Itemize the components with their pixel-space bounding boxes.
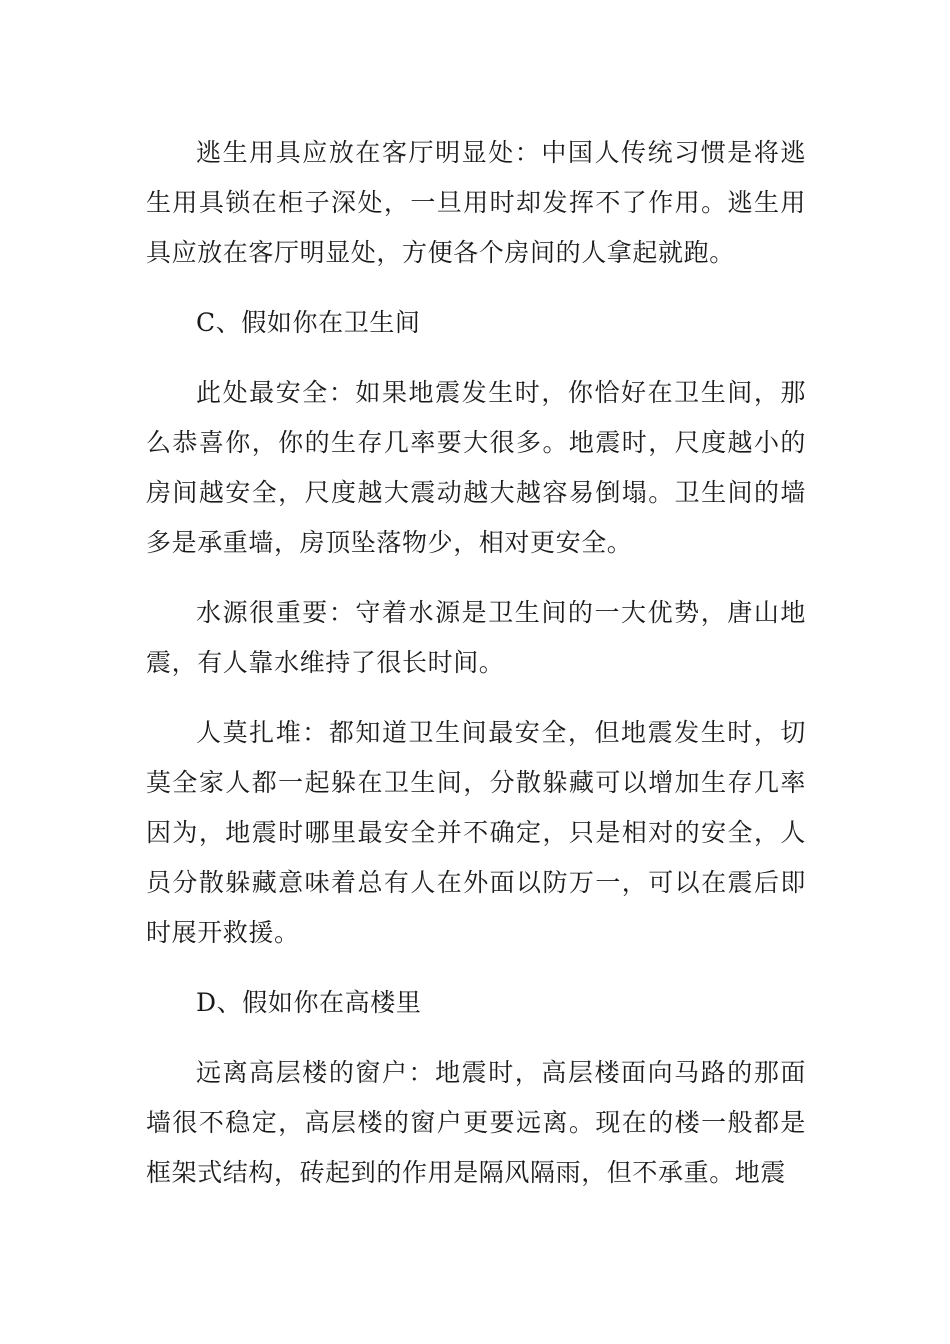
paragraph-escape-tools: 逃生用具应放在客厅明显处：中国人传统习惯是将逃生用具锁在柜子深处，一旦用时却发挥不了作用。逃生用具应放在客厅明显处，方便各个房间的人拿起就跑。	[146, 138, 806, 267]
paragraph-water-source: 水源很重要：守着水源是卫生间的一大优势，唐山地震，有人靠水维持了很长时间。	[146, 598, 806, 677]
section-heading-bathroom: C、假如你在卫生间	[196, 308, 421, 337]
section-heading-high-rise: D、假如你在高楼里	[196, 988, 422, 1017]
document-body	[146, 128, 806, 1218]
paragraph-safest-place: 此处最安全：如果地震发生时，你恰好在卫生间，那么恭喜你，你的生存几率要大很多。地震时，尺度越小的房间越安全，尺度越大震动越大越容易倒塌。卫生间的墙多是承重墙，房顶坠落物少，相对更安全。	[146, 378, 806, 557]
paragraph-away-from-windows: 远离高层楼的窗户：地震时，高层楼面向马路的那面墙很不稳定，高层楼的窗户更要远离。现在的楼一般都是框架式结构，砖起到的作用是隔风隔雨，但不承重。地震	[146, 1058, 806, 1187]
paragraph-dont-crowd: 人莫扎堆：都知道卫生间最安全，但地震发生时，切莫全家人都一起躲在卫生间，分散躲藏可以增加生存几率因为，地震时哪里最安全并不确定，只是相对的安全，人员分散躲藏意味着总有人在外面以防万一，可以在震后即时展开救援。	[146, 718, 806, 947]
